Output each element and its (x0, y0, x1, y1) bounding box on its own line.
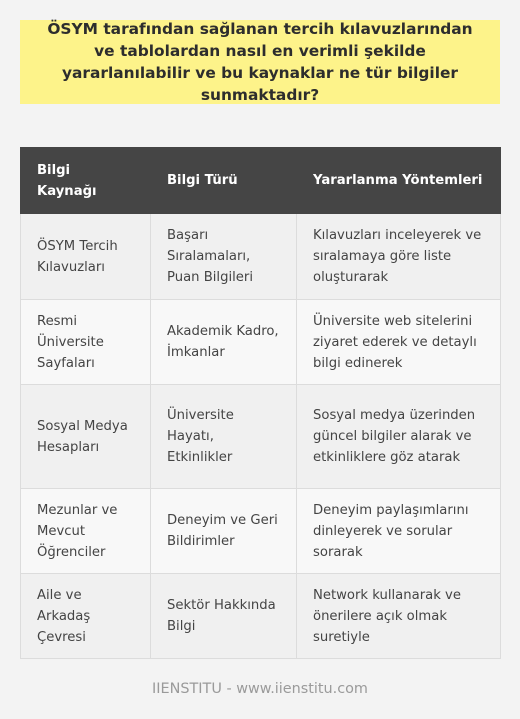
cell-methods: Üniversite web sitelerini ziyaret ederek ve detaylı bilgi edinerek (297, 300, 501, 385)
table-row (21, 385, 501, 489)
cell-info-type: Deneyim ve Geri Bildirimler (151, 489, 297, 574)
header-info-type: Bilgi Türü (151, 148, 297, 214)
cell-methods: Network kullanarak ve önerilere açık olmak suretiyle (297, 574, 501, 659)
cell-source: Aile ve Arkadaş Çevresi (21, 574, 151, 659)
cell-methods: Sosyal medya üzerinden güncel bilgiler alarak ve etkinliklere göz atarak (297, 385, 501, 489)
cell-info-type: Üniversite Hayatı, Etkinlikler (151, 385, 297, 489)
page-title: ÖSYM tarafından sağlanan tercih kılavuzlarından ve tablolardan nasıl en verimli şekilde yararlanılabilir ve bu kaynaklar ne tür bilgiler sunmaktadır? (20, 20, 500, 104)
table-row (21, 214, 501, 300)
cell-source: ÖSYM Tercih Kılavuzları (21, 214, 151, 300)
footer-credit: IIENSTITU - www.iienstitu.com (152, 681, 368, 697)
cell-methods: Kılavuzları inceleyerek ve sıralamaya göre liste oluşturarak (297, 214, 501, 300)
table-row (21, 489, 501, 574)
cell-source: Mezunlar ve Mevcut Öğrenciler (21, 489, 151, 574)
cell-info-type: Akademik Kadro, İmkanlar (151, 300, 297, 385)
table-row (21, 574, 501, 659)
header-methods: Yararlanma Yöntemleri (297, 148, 501, 214)
table-header-row (21, 148, 501, 214)
info-sources-table (20, 147, 501, 659)
cell-info-type: Sektör Hakkında Bilgi (151, 574, 297, 659)
cell-methods: Deneyim paylaşımlarını dinleyerek ve sorular sorarak (297, 489, 501, 574)
table-row (21, 300, 501, 385)
cell-info-type: Başarı Sıralamaları, Puan Bilgileri (151, 214, 297, 300)
cell-source: Resmi Üniversite Sayfaları (21, 300, 151, 385)
header-source: Bilgi Kaynağı (21, 148, 151, 214)
cell-source: Sosyal Medya Hesapları (21, 385, 151, 489)
